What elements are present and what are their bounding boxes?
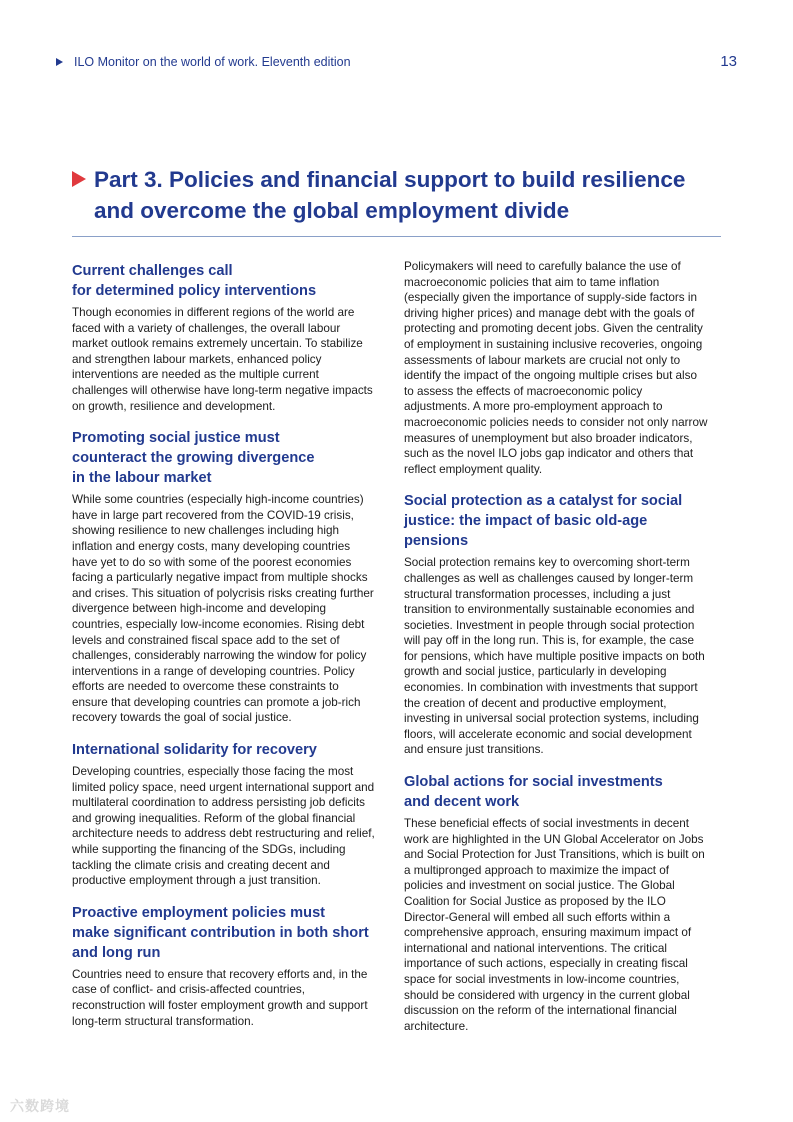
left-column — [72, 259, 375, 1043]
watermark: 六数跨境 — [10, 1098, 70, 1114]
section-body: These beneficial effects of social investments in decent work are highlighted in the UN Global Accelerator on Jobs and Social Protection for Just Transitions, which is built on a multipronged approach to maximize the impact of policies and investment on social justice. The Global Coalition for Social Justice as proposed by the ILO Director-General will embed all such efforts within a comprehensive approach, ensuring maximum impact of international and national interventions. The critical importance of such actions, especially in creating fiscal space for social investments in low-income countries, should be considered with urgency in the current global discussion on the reform of the international financial architecture. — [404, 817, 705, 1033]
triangle-bullet-icon — [56, 58, 63, 66]
section — [72, 740, 375, 889]
section-heading: Social protection as a catalyst for social justice: the impact of basic old-age pensions — [404, 493, 683, 550]
section-heading: Global actions for social investments and decent work — [404, 774, 663, 811]
section — [72, 428, 375, 726]
section-body: Policymakers will need to carefully balance the use of macroeconomic policies that aim to tame inflation (especially given the importance of supply-side factors in driving higher prices) and manage debt with the goals of protecting and promoting decent jobs. Given the centrality of employment in sustaining inclusive recoveries, ongoing assessments of labour markets are crucial not only to identify the impact of the ongoing multiple crises but also to assess the effects of macroeconomic policy adjustments. A more pro-employment approach to macroeconomic policies needs to consider not only narrow measures of unemployment but also broader indicators, such as the novel ILO jobs gap indicator and others that reflect employment quality. — [404, 260, 708, 476]
section-body: Countries need to ensure that recovery efforts and, in the case of conflict- and crisis-affected countries, reconstruction will foster employment growth and support long-term structural transformation. — [72, 967, 368, 1028]
part-heading — [94, 164, 685, 226]
section-body: Though economies in different regions of the world are faced with a variety of challenges, the overall labour market outlook remains extremely uncertain. To stabilize and strengthen labour markets, enhanced policy interventions are needed as the multiple current challenges will otherwise have long-term negative impacts on growth, resilience and development. — [72, 306, 373, 413]
part-title — [72, 164, 712, 226]
running-header — [56, 53, 351, 71]
section-heading: Proactive employment policies must make significant contribution in both short and long run — [72, 904, 369, 961]
section-body: Social protection remains key to overcoming short-term challenges as well as challenges caused by longer-term structural transformation processes, including a just transition to environmentally sustainable economies and societies. Investment in people through social protection will pay off in the long run. This is, for example, the case for pensions, which have multiple positive impacts on both growth and social justice, particularly in developing economies. In combination with investments that support the creation of decent and productive employment, investing in universal social protection systems, including floors, will accelerate economic and social development and ensure just transitions. — [404, 556, 705, 757]
section — [72, 903, 375, 1029]
right-column — [404, 259, 709, 1048]
section — [404, 772, 709, 1034]
section-heading: Current challenges call for determined policy interventions — [72, 263, 317, 299]
section-heading: Promoting social justice must counteract the growing divergence in the labour market — [72, 430, 315, 487]
section — [404, 491, 709, 758]
section — [404, 259, 709, 477]
running-title: ILO Monitor on the world of work. Eleventh edition — [74, 55, 351, 69]
title-divider — [72, 236, 721, 237]
part-heading-line1: Part 3. Policies and financial support to build resilience — [94, 167, 686, 192]
triangle-marker-icon — [72, 171, 86, 187]
page-number: 13 — [720, 53, 737, 70]
section-body: While some countries (especially high-income countries) have in large part recovered from the COVID-19 crisis, showing resilience to new challenges including high inflation and energy costs, many developing countries have yet to do so with some of the poorest economies facing a particularly negative impact from multiple shocks and crises. This situation of polycrisis risks creating further divergence between high-income and developing countries, especially low-income economies. Rising debt levels and constrained fiscal space add to the set of challenges, considerably narrowing the window for policy interventions in a range of developing countries. Policy efforts are needed to overcome these constraints to ensure that developing countries can promote a job-rich recovery towards the goal of social justice. — [72, 493, 374, 725]
section — [72, 259, 375, 414]
part-heading-line2: and overcome the global employment divide — [94, 198, 570, 223]
section-heading: International solidarity for recovery — [72, 742, 317, 759]
section-body: Developing countries, especially those facing the most limited policy space, need urgent international support and multilateral coordination to address persisting job deficits and growing inequalities. Reform of the global financial architecture needs to address debt restructuring and relief, while supporting the financing of the SDGs, including tackling the climate crisis and creating decent and productive employment through a just transition. — [72, 765, 375, 888]
